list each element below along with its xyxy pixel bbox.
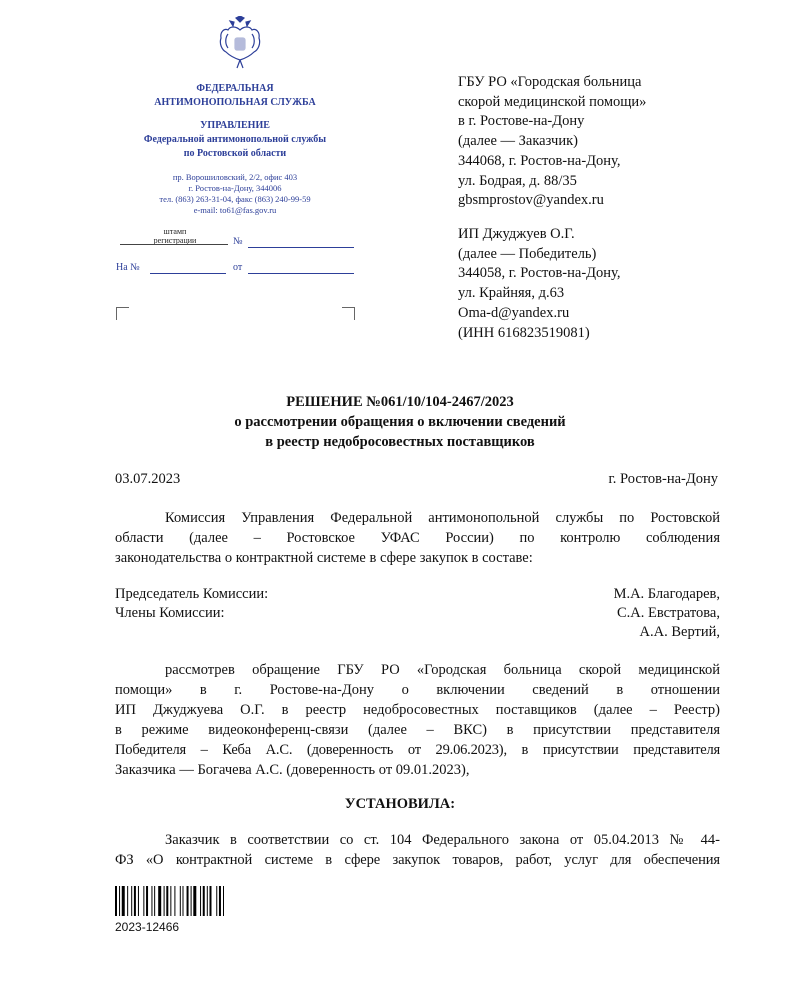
recipient-line: gbsmprostov@yandex.ru	[458, 192, 604, 209]
from-label: от	[233, 262, 243, 273]
recipient-line: Oma-d@yandex.ru	[458, 304, 570, 321]
reference-label: На №	[116, 262, 140, 273]
paragraph-line: области (далее – Ростовское УФАС России) по контролю соблюдения	[115, 530, 720, 546]
paragraph-line: в режиме видеоконференц-связи (далее – ВКС) в присутствии представителя	[115, 722, 720, 738]
paragraph-line: рассмотрев обращение ГБУ РО «Городская больница скорой медицинской	[165, 662, 720, 678]
recipient-line: (ИНН 616823519081)	[458, 324, 590, 341]
recipient-customer	[458, 73, 758, 211]
department-name	[100, 119, 370, 161]
established-heading: УСТАНОВИЛА:	[344, 796, 456, 812]
recipient-line: 344068, г. Ростов-на-Дону,	[458, 152, 621, 169]
recipient-winner	[458, 225, 758, 343]
agency-name	[100, 82, 370, 110]
commission-chair-row	[115, 584, 720, 604]
recipient-line: ИП Джуджуев О.Г.	[458, 226, 575, 242]
considered-paragraph	[115, 660, 720, 780]
address-line: г. Ростов-на-Дону, 344006	[188, 183, 282, 193]
facts-paragraph	[115, 830, 720, 870]
barcode-number: 2023-12466	[115, 920, 180, 934]
recipient-line: ГБУ РО «Городская больница	[458, 74, 642, 90]
reference-field-line	[150, 273, 226, 274]
title-line: в реестр недобросовестных поставщиков	[265, 434, 535, 450]
corner-mark	[342, 307, 355, 320]
corner-mark	[116, 307, 129, 320]
member-name: С.А. Евстратова,	[616, 605, 720, 621]
stamp-label: регистрации	[153, 236, 197, 245]
agency-line: ФЕДЕРАЛЬНАЯ	[196, 83, 274, 94]
recipient-line: 344058, г. Ростов-на-Дону,	[458, 265, 621, 282]
dept-line: УПРАВЛЕНИЕ	[200, 120, 270, 131]
intro-paragraph	[115, 508, 720, 568]
number-label: №	[233, 236, 243, 247]
paragraph-line: ФЗ «О контрактной системе в сфере закупок товаров, работ, услуг для обеспечения	[115, 852, 720, 868]
decision-title	[60, 392, 740, 452]
chair-label: Председатель Комиссии:	[115, 586, 269, 602]
chair-name: М.А. Благодарев,	[613, 586, 720, 602]
paragraph-line: помощи» в г. Ростове-на-Дону о включении сведений в отношении	[115, 682, 720, 698]
paragraph-line: Победителя – Кеба А.С. (доверенность от 29.06.2023), в присутствии представителя	[115, 742, 720, 758]
paragraph-line: законодательства о контрактной системе в сфере закупок в составе:	[115, 550, 533, 566]
from-field-line	[248, 273, 354, 274]
address-line: e-mail: to61@fas.gov.ru	[193, 205, 277, 215]
barcode-icon	[115, 886, 265, 916]
stamp-underline	[120, 244, 228, 245]
title-line: о рассмотрении обращения о включении сведений	[234, 414, 566, 430]
address-line: пр. Ворошиловский, 2/2, офис 403	[172, 172, 298, 182]
stamp-label: штамп	[163, 227, 187, 236]
recipient-line: скорой медицинской помощи»	[458, 93, 647, 110]
coat-of-arms-icon	[216, 16, 264, 72]
recipient-line: в г. Ростове-на-Дону	[458, 113, 585, 130]
paragraph-line: ИП Джуджуева О.Г. в реестр недобросовестных поставщиков (далее – Реестр)	[115, 702, 720, 718]
commission-members-row	[115, 603, 720, 623]
decision-date: 03.07.2023	[115, 471, 181, 487]
decision-city: г. Ростов-на-Дону	[608, 471, 718, 487]
dept-line: Федеральной антимонопольной службы	[143, 134, 327, 145]
number-field-line	[248, 247, 354, 248]
dept-line: по Ростовской области	[183, 148, 287, 159]
recipient-line: ул. Бодрая, д. 88/35	[458, 172, 577, 189]
registration-stamp	[120, 227, 230, 245]
paragraph-line: Заказчика — Богачева А.С. (доверенность от 09.01.2023),	[115, 762, 470, 778]
agency-line: АНТИМОНОПОЛЬНАЯ СЛУЖБА	[154, 97, 316, 108]
agency-address	[100, 172, 370, 216]
members-label: Члены Комиссии:	[115, 605, 225, 621]
title-line: РЕШЕНИЕ №061/10/104-2467/2023	[286, 394, 514, 410]
recipient-line: (далее — Заказчик)	[458, 133, 578, 150]
recipient-line: (далее — Победитель)	[458, 245, 597, 262]
paragraph-line: Комиссия Управления Федеральной антимонопольной службы по Ростовской	[165, 510, 720, 526]
recipient-line: ул. Крайняя, д.63	[458, 285, 565, 302]
member-name: А.А. Вертий,	[639, 624, 720, 640]
paragraph-line: Заказчик в соответствии со ст. 104 Федерального закона от 05.04.2013 № 44-	[165, 832, 720, 848]
address-line: тел. (863) 263-31-04, факс (863) 240-99-59	[159, 194, 311, 204]
